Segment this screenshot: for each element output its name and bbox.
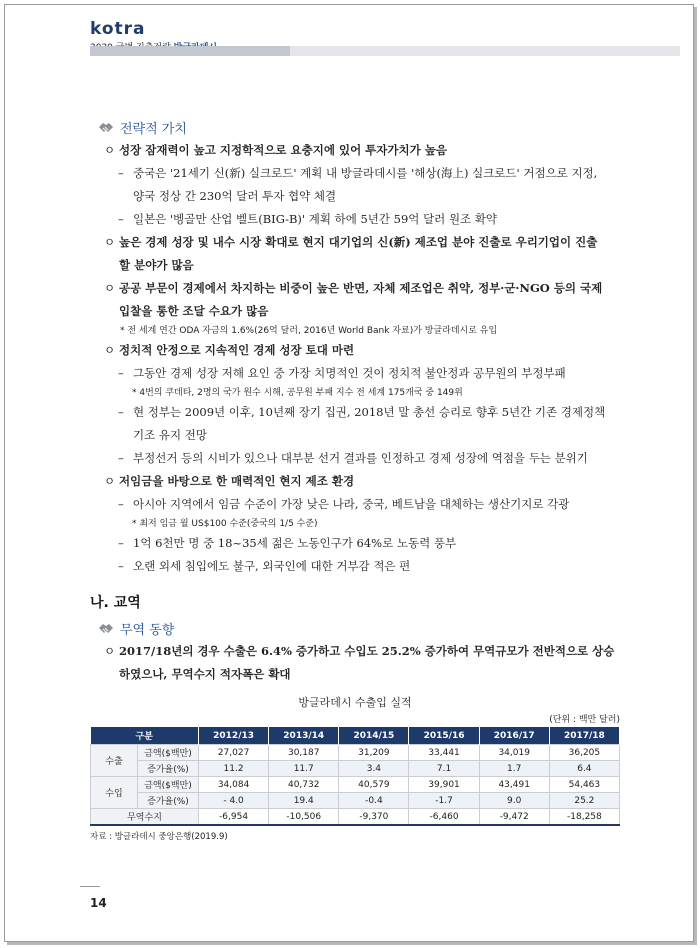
row-group-import: 수입	[91, 777, 138, 809]
table-cell: -9,370	[339, 809, 409, 826]
table-cell: 25.2	[549, 793, 619, 809]
table-cell: - 4.0	[199, 793, 269, 809]
table-cell: -18,258	[549, 809, 619, 826]
line-text: 입찰을 통한 조달 수요가 많음	[119, 304, 269, 318]
table-cell: -6,954	[199, 809, 269, 826]
line-text: 기조 유지 전망	[133, 428, 207, 442]
section-title-text: 무역 동향	[120, 622, 175, 638]
row-label: 금액($백만)	[138, 745, 199, 761]
text-line	[90, 339, 620, 362]
text-line	[90, 231, 620, 254]
text-line	[90, 362, 620, 385]
handshake-icon	[98, 621, 114, 635]
table-cell: 39,901	[409, 777, 479, 793]
bullet: –	[118, 559, 124, 573]
line-text: 현 정부는 2009년 이후, 10년째 장기 집권, 2018년 말 총선 승리로 향후 5년간 기존 경제정책	[133, 405, 606, 419]
handshake-icon	[98, 120, 114, 134]
table-cell: 19.4	[269, 793, 339, 809]
line-text: 정치적 안정으로 지속적인 경제 성장 토대 마련	[119, 343, 355, 357]
text-line	[90, 300, 620, 323]
text-line	[90, 470, 620, 493]
table-cell: 27,027	[199, 745, 269, 761]
line-text: * 전 세계 연간 ODA 자금의 1.6%(26억 달러, 2016년 World Bank 자료)가 방글라데시로 유입	[120, 326, 498, 336]
kotra-logo: kotra	[90, 19, 146, 39]
text-line	[90, 532, 620, 555]
text-line	[90, 401, 620, 424]
text-line	[90, 447, 620, 470]
line-text: * 4번의 쿠데타, 2명의 국가 원수 시해, 공무원 부패 지수 전 세계 175개국 중 149위	[132, 388, 463, 398]
line-text: * 최저 임금 월 US$100 수준(중국의 1/5 수준)	[132, 519, 318, 529]
row-group-export: 수출	[91, 745, 138, 777]
table-unit: (단위 : 백만 달러)	[549, 715, 620, 725]
line-text: 양국 정상 간 230억 달러 투자 협약 체결	[133, 189, 337, 203]
line-text: 1억 6천만 명 중 18~35세 젊은 노동인구가 64%로 노동력 풍부	[133, 536, 457, 550]
footer-rule	[80, 886, 100, 887]
table-header-cell: 2014/15	[339, 727, 409, 745]
header-bar-accent	[90, 46, 290, 56]
line-text: 2017/18년의 경우 수출은 6.4% 증가하고 수입도 25.2% 증가하여 무역규모가 전반적으로 상승	[119, 644, 615, 658]
line-text: 부정선거 등의 시비가 있으나 대부분 선거 결과를 인정하고 경제 성장에 역점을 두는 분위기	[133, 451, 588, 465]
table-source: 자료 : 방글라데시 중앙은행(2019.9)	[90, 832, 228, 842]
bullet: ㅇ	[104, 474, 116, 488]
table-cell: 11.7	[269, 761, 339, 777]
table-header-cell: 2012/13	[199, 727, 269, 745]
bullet: –	[118, 451, 124, 465]
table-row-export-growth	[91, 761, 620, 777]
text-line	[90, 139, 620, 162]
line-text: 저임금을 바탕으로 한 매력적인 현지 제조 환경	[119, 474, 355, 488]
bullet: –	[118, 497, 124, 511]
strategic-value-list	[90, 139, 620, 578]
line-text: 하였으나, 무역수지 적자폭은 확대	[119, 667, 291, 681]
line-text: 할 분야가 많음	[119, 258, 194, 272]
table-header-cell: 2013/14	[269, 727, 339, 745]
row-label: 증가율(%)	[138, 793, 199, 809]
bullet: ㅇ	[104, 343, 116, 357]
line-text: 중국은 '21세기 신(新) 실크로드' 계획 내 방글라데시를 '해상(海上) 실크로드' 거점으로 지정,	[133, 166, 598, 180]
table-cell: 3.4	[339, 761, 409, 777]
table-cell: 40,579	[339, 777, 409, 793]
table-header-cell: 구분	[91, 727, 199, 745]
line-text: 오랜 외세 침입에도 불구, 외국인에 대한 거부감 적은 편	[133, 559, 411, 573]
line-text: 공공 부문이 경제에서 차지하는 비중이 높은 반면, 자체 제조업은 취약, 정부·군·NGO 등의 국제	[119, 281, 603, 295]
section-title-strategic-value	[98, 115, 620, 139]
table-cell: -6,460	[409, 809, 479, 826]
table-header-cell: 2017/18	[549, 727, 619, 745]
table-header-row	[91, 727, 620, 745]
line-text: 그동안 경제 성장 저해 요인 중 가장 치명적인 것이 정치적 불안정과 공무원의 부정부패	[133, 366, 566, 380]
line-text: 성장 잠재력이 높고 지정학적으로 요충지에 있어 투자가치가 높음	[119, 143, 447, 157]
table-cell: 6.4	[549, 761, 619, 777]
line-text: 아시아 지역에서 임금 수준이 가장 낮은 나라, 중국, 베트남을 대체하는 생산기지로 각광	[133, 497, 570, 511]
table-cell: -9,472	[479, 809, 549, 826]
table-cell: 34,084	[199, 777, 269, 793]
section-title-text: 전략적 가치	[120, 121, 187, 137]
row-label: 금액($백만)	[138, 777, 199, 793]
text-line	[90, 516, 620, 532]
text-line	[90, 162, 620, 185]
row-label: 무역수지	[91, 809, 199, 826]
line-text: 높은 경제 성장 및 내수 시장 확대로 현지 대기업의 신(新) 제조업 분야 진출로 우리기업이 진출	[119, 235, 598, 249]
table-cell: 43,491	[479, 777, 549, 793]
trade-table	[90, 727, 620, 826]
section-title-trade-trend	[98, 616, 620, 640]
table-header-cell: 2015/16	[409, 727, 479, 745]
table-row-export-amount	[91, 745, 620, 761]
bullet: ㅇ	[104, 644, 116, 658]
table-header-cell: 2016/17	[479, 727, 549, 745]
bullet: ㅇ	[104, 281, 116, 295]
line-text: 일본은 '벵골만 산업 벨트(BIG-B)' 계획 하에 5년간 59억 달러 원조 확약	[133, 212, 498, 226]
table-cell: 34,019	[479, 745, 549, 761]
table-cell: 7.1	[409, 761, 479, 777]
text-line	[90, 663, 620, 686]
page-number: 14	[90, 896, 107, 910]
table-cell: -10,506	[269, 809, 339, 826]
table-cell: 9.0	[479, 793, 549, 809]
bullet: –	[118, 366, 124, 380]
bullet: ㅇ	[104, 143, 116, 157]
trade-trend-list	[90, 640, 620, 686]
table-cell: 40,732	[269, 777, 339, 793]
bullet: –	[118, 166, 124, 180]
heading-trade: 나. 교역	[90, 595, 141, 611]
bullet: –	[118, 212, 124, 226]
table-row-balance	[91, 809, 620, 826]
header-bar	[90, 46, 680, 56]
text-line	[90, 493, 620, 516]
table-cell: 33,441	[409, 745, 479, 761]
text-line	[90, 208, 620, 231]
table-cell: -0.4	[339, 793, 409, 809]
text-line	[90, 277, 620, 300]
table-cell: 1.7	[479, 761, 549, 777]
bullet: ㅇ	[104, 235, 116, 249]
table-cell: -1.7	[409, 793, 479, 809]
main-content	[90, 115, 620, 842]
table-row-import-amount	[91, 777, 620, 793]
text-line	[90, 185, 620, 208]
text-line	[90, 254, 620, 277]
text-line	[90, 323, 620, 339]
table-title: 방글라데시 수출입 실적	[298, 696, 412, 709]
table-cell: 36,205	[549, 745, 619, 761]
table-cell: 11.2	[199, 761, 269, 777]
bullet: –	[118, 536, 124, 550]
table-cell: 31,209	[339, 745, 409, 761]
text-line	[90, 424, 620, 447]
table-row-import-growth	[91, 793, 620, 809]
table-cell: 54,463	[549, 777, 619, 793]
text-line	[90, 555, 620, 578]
text-line	[90, 385, 620, 401]
text-line	[90, 640, 620, 663]
bullet: –	[118, 405, 124, 419]
table-cell: 30,187	[269, 745, 339, 761]
row-label: 증가율(%)	[138, 761, 199, 777]
